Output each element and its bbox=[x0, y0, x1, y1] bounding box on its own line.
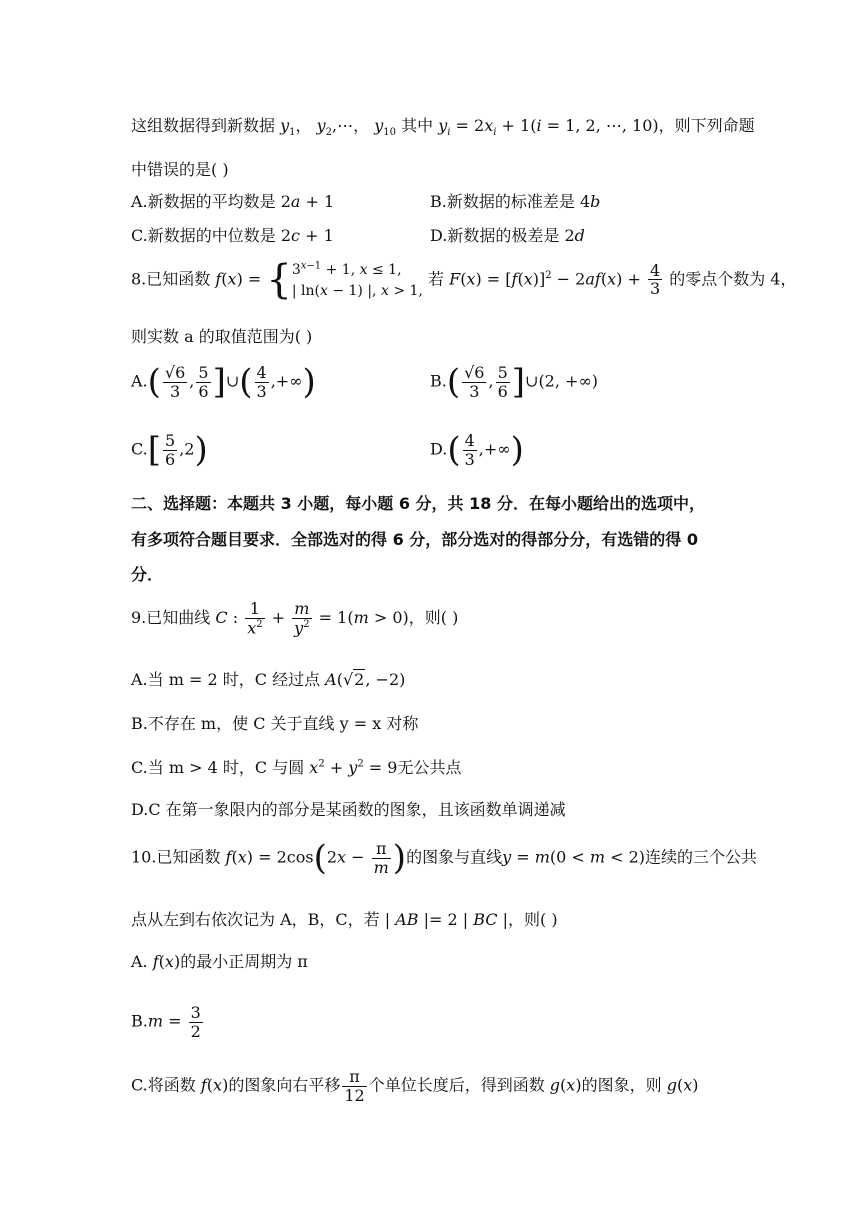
q9-line-1: 9.已知曲线 C : $\frac{1}{x^2}$ + $\frac{m}{y^2}$ = 1(m > 0)，则( ) bbox=[131, 599, 459, 637]
q10-option-a: A. f(x)的最小正周期为 π bbox=[131, 952, 308, 971]
q10-option-c: C.将函数 f(x)的图象向右平移 $\frac{\pi}{12}$ 个单位长度后，得到函数 g(x)的图象，则 g(x) bbox=[131, 1067, 699, 1105]
q8-line-1: 8.已知函数 $f(x) = \{3^{x-1} + 1$, x ≤ 1, | ln(x − 1) |, x > 1, 若 $F(x) = [f(x)]^2 - 2af(x)$ + $\frac{4}{3}$ 的零点个数为 4， bbox=[131, 256, 797, 303]
q7-text-b: 其中 bbox=[401, 116, 434, 135]
q9-option-a: A.当 m = 2 时，C 经过点 A(√2, −2) bbox=[131, 670, 406, 689]
q7-line-2: 中错误的是( ) bbox=[131, 160, 229, 179]
q7-option-d: D.新数据的极差是 2d bbox=[430, 226, 585, 245]
q7-text-a: 这组数据得到新数据 bbox=[131, 116, 276, 135]
q7-text-c: ，则下列命题 bbox=[658, 116, 755, 135]
q8-option-a: A.( $\frac{√6}{3}$ , $\frac{5}{6}$ ]∪( $\frac{4}{3}$ ,+∞) bbox=[131, 362, 316, 403]
q9-option-b: B.不存在 m，使 C 关于直线 y = x 对称 bbox=[131, 714, 419, 733]
q7-option-a: A.新数据的平均数是 2a + 1 bbox=[131, 192, 335, 211]
q8-line-2: 则实数 a 的取值范围为( ) bbox=[131, 327, 313, 346]
q10-line-2: 点从左到右依次记为 A，B，C，若 | AB |= 2 | BC |，则( ) bbox=[131, 910, 558, 929]
q9-option-d: D.C 在第一象限内的部分是某函数的图象，且该函数单调递减 bbox=[131, 800, 566, 819]
q7-option-b: B.新数据的标准差是 4b bbox=[430, 192, 601, 211]
q10-option-b: B.m = $\frac{3}{2}$ bbox=[131, 1003, 201, 1041]
section2-line-1: 二、选择题：本题共 3 小题，每小题 6 分，共 18 分．在每小题给出的选项中， bbox=[131, 494, 705, 513]
q7-option-c: C.新数据的中位数是 2c + 1 bbox=[131, 226, 334, 245]
section2-line-3: 分． bbox=[131, 565, 164, 584]
q9-option-c: C.当 m > 4 时，C 与圆 $x^2 + y^2 = 9$无公共点 bbox=[131, 758, 462, 777]
q7-line-1: 这组数据得到新数据 $y_1$， $y_2,\cdots$， $y_{10}$ 其中 $y_i = 2x_i + 1(i = 1$, 2, ⋯, 10)，则下列命题 bbox=[131, 116, 755, 139]
section2-line-2: 有多项符合题目要求．全部选对的得 6 分，部分选对的得部分分，有选错的得 0 bbox=[131, 530, 698, 549]
q8-option-d: D.( $\frac{4}{3}$ ,+∞) bbox=[430, 430, 524, 471]
q10-line-1: 10.已知函数 f(x) = 2cos(2x − $\frac{\pi}{m}$ )的图象与直线y = m(0 < m < 2)连续的三个公共 bbox=[131, 838, 758, 879]
q8-option-c: C.[ $\frac{5}{6}$ ,2) bbox=[131, 430, 208, 471]
q8-option-b: B.( $\frac{√6}{3}$ , $\frac{5}{6}$ ]∪(2, +∞) bbox=[430, 362, 599, 403]
